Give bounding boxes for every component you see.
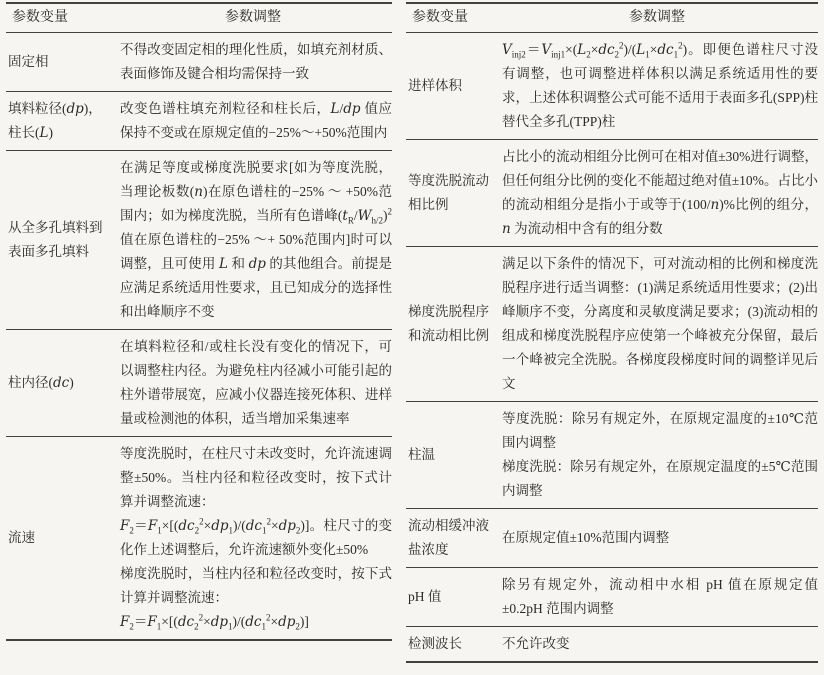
adjustment-cell: 除另有规定外，流动相中水相 pH 值在原规定值±0.2pH 范围内调整 xyxy=(502,577,818,616)
header-param-variable: 参数变量 xyxy=(412,10,468,25)
table-row xyxy=(406,140,818,247)
table-row xyxy=(6,92,392,151)
adjustment-cell: 满足以下条件的情况下，可对流动相的比例和梯度洗脱程序进行适当调整：(1)满足系统适用性要求；(2)出峰顺序不变，分离度和灵敏度满足要求；(3)流动相的组成和梯度洗脱程序应使第一个峰被充分保留，最后一个峰被完全洗脱。各梯度段梯度时间的调整详见后文 xyxy=(502,256,818,391)
header-param-variable: 参数变量 xyxy=(12,10,68,25)
adjustment-cell: 改变色谱柱填充剂粒径和柱长后，L/dp 值应保持不变或在原规定值的−25%～+50%范围内 xyxy=(120,101,393,140)
param-cell: 等度洗脱流动相比例 xyxy=(408,173,489,212)
header-param-adjustment: 参数调整 xyxy=(225,10,281,25)
table-row xyxy=(406,247,818,402)
param-cell: pH 值 xyxy=(408,589,442,604)
table-row xyxy=(6,330,392,437)
adjustment-cell: 不得改变固定相的理化性质，如填充剂材质、表面修饰及键合相均需保持一致 xyxy=(120,42,392,81)
hplc-parameter-table-right xyxy=(406,2,818,663)
param-cell: 检测波长 xyxy=(408,636,462,651)
param-cell: 柱内径(dc) xyxy=(8,375,74,391)
adjustment-cell: 在满足等度或梯度洗脱要求[如为等度洗脱，当理论板数(n)在原色谱柱的−25% ～ +50%范围内；如为梯度洗脱，当所有色谱峰$(t_R/W_{h/2})^2$值在原色谱柱的−25% ～+ 50%范围内]时可以调整，且可使用 L 和 dp 的其他组合。前提是应满足系统适用性要求，且已知成分的选择性和出峰顺序不变 xyxy=(120,160,393,319)
table-row xyxy=(6,33,392,92)
table-row xyxy=(6,437,392,641)
table-row xyxy=(406,509,818,568)
table-row xyxy=(406,627,818,663)
param-cell: 梯度洗脱程序和流动相比例 xyxy=(408,304,489,343)
adjustment-cell: 占比小的流动相组分比例可在相对值±30%进行调整，但任何组分比例的变化不能超过绝对值±10%。占比小的流动相组分是指小于或等于(100/n)%比例的组分，n 为流动相中含有的组分数 xyxy=(502,149,818,237)
table-body xyxy=(6,33,392,641)
table-row xyxy=(406,402,818,509)
param-cell: 流动相缓冲液盐浓度 xyxy=(408,518,489,557)
param-cell: 流速 xyxy=(8,530,35,545)
adjustment-cell: 等度洗脱时，在柱尺寸未改变时，允许流速调整±50%。当柱内径和粒径改变时，按下式计算并调整流速： $F_2=F_1\times[(dc_2^2\times dp_1)/(dc_1^2\times dp_2)]$。柱尺寸的变化作上述调整后，允许流速额外变化±50% 梯度洗脱时，当柱内径和粒径改变时，按下式计算并调整流速： $F_2=F_1\times[(dc_2^2\times dp_1)/(dc_1^2\times dp_2)]$ xyxy=(120,446,393,632)
adjustment-cell: 在原规定值±10%范围内调整 xyxy=(502,530,670,545)
adjustment-cell: 在填料粒径和/或柱长没有变化的情况下，可以调整柱内径。为避免柱内径减小可能引起的柱外谱带展宽，应减小仪器连接死体积、进样量或检测池的体积，适当增加采集速率 xyxy=(120,339,392,426)
param-cell: 从全多孔填料到表面多孔填料 xyxy=(8,220,103,259)
table-row xyxy=(406,568,818,627)
table-header-row xyxy=(6,2,392,33)
hplc-parameter-table-left xyxy=(6,2,392,663)
table-row xyxy=(6,151,392,330)
adjustment-cell: $V_{inj2}=V_{inj1}\times(L_2\times dc_2^2)/(L_1\times dc_1^2)$。即便色谱柱尺寸没有调整，也可调整进样体积以满足系统适用性的要求，上述体积调整公式可能不适用于表面多孔(SPP)柱替代全多孔(TPP)柱 xyxy=(502,40,818,129)
param-cell: 进样体积 xyxy=(408,78,462,93)
table-header-row xyxy=(406,2,818,33)
header-param-adjustment: 参数调整 xyxy=(629,10,685,25)
param-cell: 固定相 xyxy=(8,54,49,69)
table-body xyxy=(406,33,818,663)
adjustment-cell: 等度洗脱：除另有规定外，在原规定温度的±10℃范围内调整 梯度洗脱：除另有规定外，在原规定温度的±5℃范围内调整 xyxy=(502,411,818,498)
param-cell: 填料粒径(dp)，柱长(L) xyxy=(8,101,102,141)
table-row xyxy=(406,33,818,140)
param-cell: 柱温 xyxy=(408,447,435,462)
adjustment-cell: 不允许改变 xyxy=(502,636,570,651)
